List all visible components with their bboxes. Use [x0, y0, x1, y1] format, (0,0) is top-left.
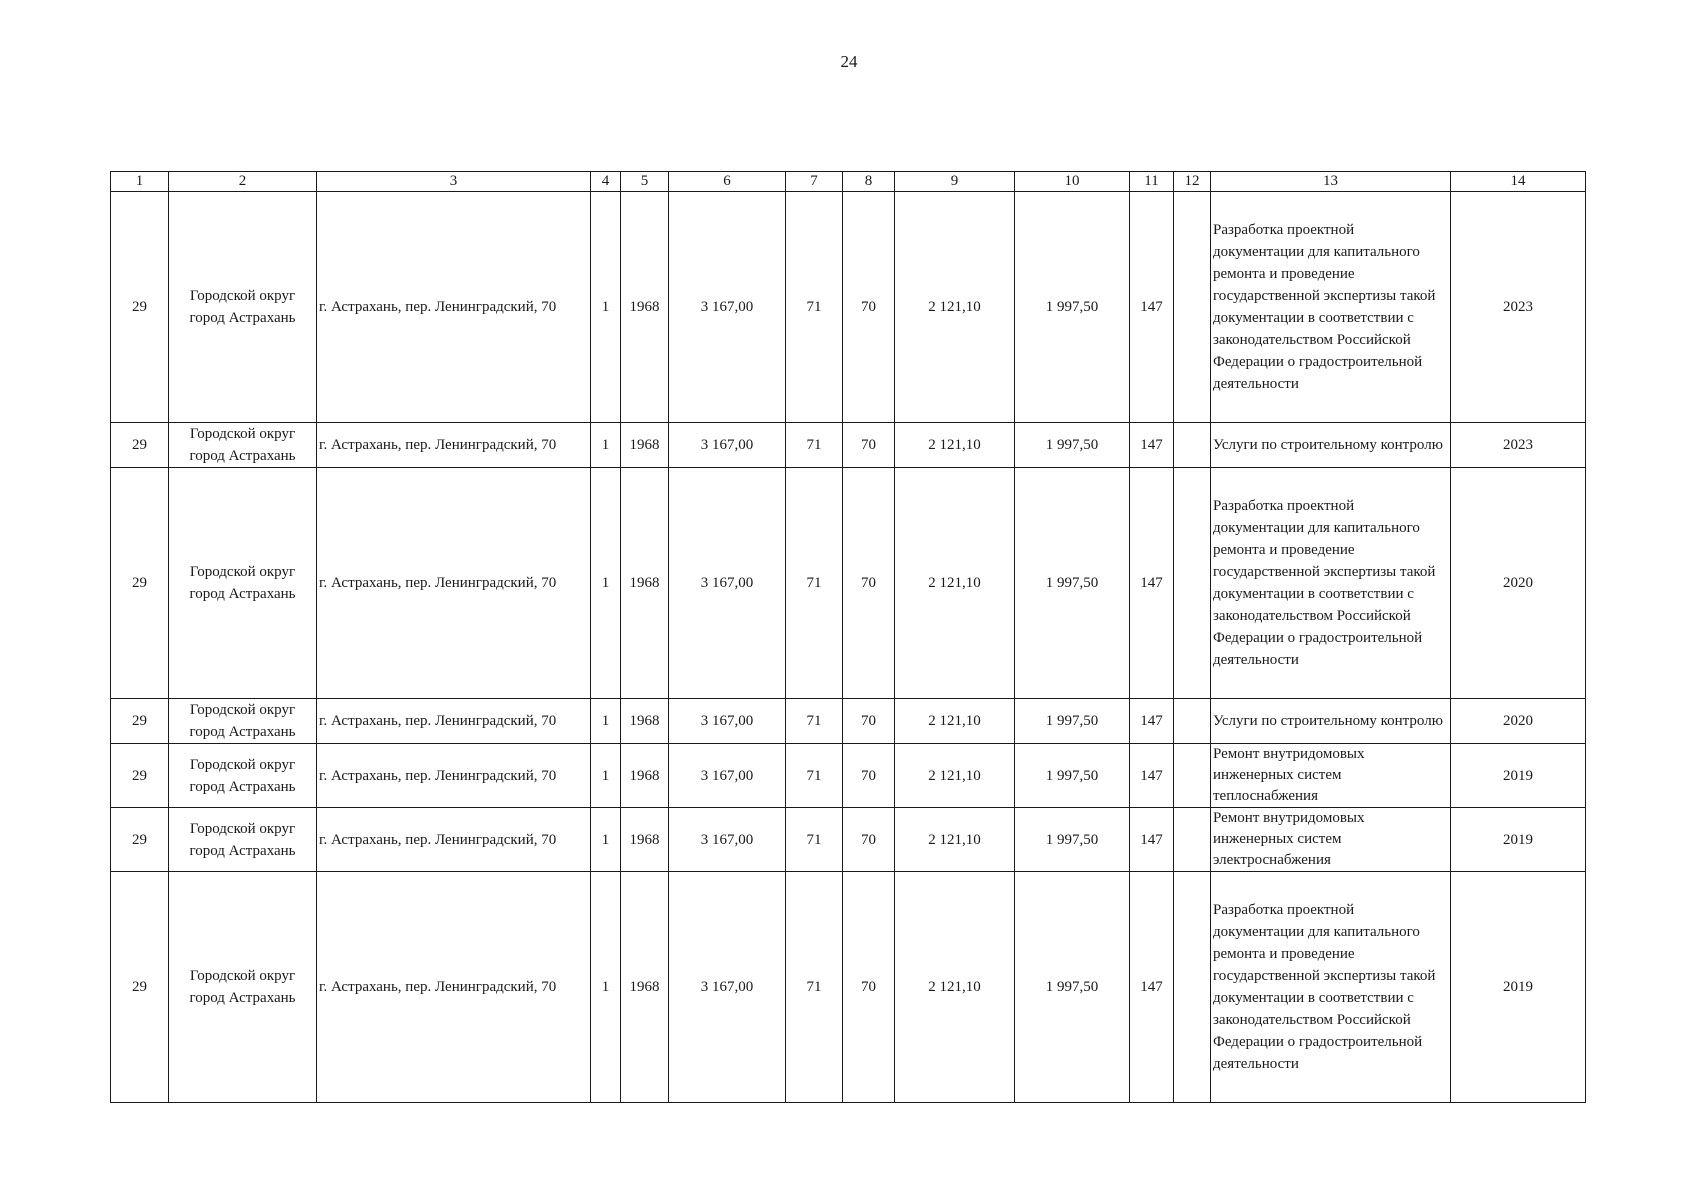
- col7-cell: 71: [786, 808, 843, 872]
- col12-cell: [1174, 808, 1211, 872]
- table-row: [111, 192, 1586, 423]
- col10-cell: 1 997,50: [1015, 699, 1130, 744]
- column-number-row: [111, 172, 1586, 192]
- plan-year-cell: 2019: [1451, 808, 1586, 872]
- col6-cell: 3 167,00: [669, 468, 786, 699]
- work-type-cell: Услуги по строительному контролю: [1211, 699, 1451, 744]
- col9-cell: 2 121,10: [895, 699, 1015, 744]
- col6-cell: 3 167,00: [669, 872, 786, 1103]
- row-number-cell: 29: [111, 699, 169, 744]
- col4-cell: 1: [591, 872, 621, 1103]
- work-type-cell: Разработка проектной документации для капитального ремонта и проведение государственной экспертизы такой документации в соответствии с законодательством Российской Федерации о градостроительной деятельности: [1211, 872, 1451, 1103]
- column-header: 2: [169, 172, 317, 192]
- col4-cell: 1: [591, 808, 621, 872]
- table-row: [111, 423, 1586, 468]
- year-built-cell: 1968: [621, 744, 669, 808]
- col8-cell: 70: [843, 808, 895, 872]
- col8-cell: 70: [843, 872, 895, 1103]
- table-row: [111, 744, 1586, 808]
- row-number-cell: 29: [111, 423, 169, 468]
- work-type-cell: Разработка проектной документации для капитального ремонта и проведение государственной экспертизы такой документации в соответствии с законодательством Российской Федерации о градостроительной деятельности: [1211, 468, 1451, 699]
- col8-cell: 70: [843, 744, 895, 808]
- address-cell: г. Астрахань, пер. Ленинградский, 70: [317, 192, 591, 423]
- municipality-cell: Городской округ город Астрахань: [169, 423, 317, 468]
- column-header: 8: [843, 172, 895, 192]
- col10-cell: 1 997,50: [1015, 468, 1130, 699]
- col12-cell: [1174, 468, 1211, 699]
- col4-cell: 1: [591, 744, 621, 808]
- col7-cell: 71: [786, 423, 843, 468]
- col7-cell: 71: [786, 468, 843, 699]
- municipality-cell: Городской округ город Астрахань: [169, 468, 317, 699]
- col12-cell: [1174, 744, 1211, 808]
- col11-cell: 147: [1130, 744, 1174, 808]
- col6-cell: 3 167,00: [669, 744, 786, 808]
- col11-cell: 147: [1130, 699, 1174, 744]
- row-number-cell: 29: [111, 744, 169, 808]
- column-header: 6: [669, 172, 786, 192]
- column-header: 14: [1451, 172, 1586, 192]
- repair-program-table: [110, 171, 1586, 1103]
- year-built-cell: 1968: [621, 468, 669, 699]
- row-number-cell: 29: [111, 192, 169, 423]
- municipality-cell: Городской округ город Астрахань: [169, 744, 317, 808]
- year-built-cell: 1968: [621, 872, 669, 1103]
- col6-cell: 3 167,00: [669, 423, 786, 468]
- col4-cell: 1: [591, 192, 621, 423]
- col8-cell: 70: [843, 699, 895, 744]
- col11-cell: 147: [1130, 872, 1174, 1103]
- col6-cell: 3 167,00: [669, 808, 786, 872]
- work-type-cell: Ремонт внутридомовых инженерных систем электроснабжения: [1211, 808, 1451, 872]
- col11-cell: 147: [1130, 808, 1174, 872]
- plan-year-cell: 2023: [1451, 192, 1586, 423]
- year-built-cell: 1968: [621, 808, 669, 872]
- col10-cell: 1 997,50: [1015, 808, 1130, 872]
- year-built-cell: 1968: [621, 423, 669, 468]
- municipality-cell: Городской округ город Астрахань: [169, 872, 317, 1103]
- col4-cell: 1: [591, 699, 621, 744]
- plan-year-cell: 2020: [1451, 699, 1586, 744]
- work-type-cell: Разработка проектной документации для капитального ремонта и проведение государственной экспертизы такой документации в соответствии с законодательством Российской Федерации о градостроительной деятельности: [1211, 192, 1451, 423]
- page-number: 24: [840, 52, 858, 71]
- column-header: 12: [1174, 172, 1211, 192]
- col10-cell: 1 997,50: [1015, 744, 1130, 808]
- table-row: [111, 699, 1586, 744]
- municipality-cell: Городской округ город Астрахань: [169, 699, 317, 744]
- column-header: 4: [591, 172, 621, 192]
- col9-cell: 2 121,10: [895, 468, 1015, 699]
- plan-year-cell: 2020: [1451, 468, 1586, 699]
- col6-cell: 3 167,00: [669, 699, 786, 744]
- row-number-cell: 29: [111, 808, 169, 872]
- col4-cell: 1: [591, 423, 621, 468]
- address-cell: г. Астрахань, пер. Ленинградский, 70: [317, 468, 591, 699]
- table-row: [111, 872, 1586, 1103]
- col7-cell: 71: [786, 192, 843, 423]
- row-number-cell: 29: [111, 468, 169, 699]
- plan-year-cell: 2023: [1451, 423, 1586, 468]
- municipality-cell: Городской округ город Астрахань: [169, 808, 317, 872]
- col4-cell: 1: [591, 468, 621, 699]
- address-cell: г. Астрахань, пер. Ленинградский, 70: [317, 808, 591, 872]
- col9-cell: 2 121,10: [895, 423, 1015, 468]
- column-header: 13: [1211, 172, 1451, 192]
- column-header: 1: [111, 172, 169, 192]
- column-header: 11: [1130, 172, 1174, 192]
- work-type-cell: Ремонт внутридомовых инженерных систем теплоснабжения: [1211, 744, 1451, 808]
- address-cell: г. Астрахань, пер. Ленинградский, 70: [317, 872, 591, 1103]
- column-header: 10: [1015, 172, 1130, 192]
- col9-cell: 2 121,10: [895, 808, 1015, 872]
- col6-cell: 3 167,00: [669, 192, 786, 423]
- col9-cell: 2 121,10: [895, 872, 1015, 1103]
- col12-cell: [1174, 192, 1211, 423]
- col10-cell: 1 997,50: [1015, 872, 1130, 1103]
- col12-cell: [1174, 872, 1211, 1103]
- col9-cell: 2 121,10: [895, 192, 1015, 423]
- column-header: 9: [895, 172, 1015, 192]
- address-cell: г. Астрахань, пер. Ленинградский, 70: [317, 699, 591, 744]
- column-header: 5: [621, 172, 669, 192]
- col7-cell: 71: [786, 699, 843, 744]
- col8-cell: 70: [843, 468, 895, 699]
- col12-cell: [1174, 699, 1211, 744]
- plan-year-cell: 2019: [1451, 872, 1586, 1103]
- plan-year-cell: 2019: [1451, 744, 1586, 808]
- col11-cell: 147: [1130, 192, 1174, 423]
- col10-cell: 1 997,50: [1015, 423, 1130, 468]
- col9-cell: 2 121,10: [895, 744, 1015, 808]
- address-cell: г. Астрахань, пер. Ленинградский, 70: [317, 423, 591, 468]
- year-built-cell: 1968: [621, 699, 669, 744]
- table-row: [111, 468, 1586, 699]
- work-type-cell: Услуги по строительному контролю: [1211, 423, 1451, 468]
- col12-cell: [1174, 423, 1211, 468]
- row-number-cell: 29: [111, 872, 169, 1103]
- col7-cell: 71: [786, 744, 843, 808]
- year-built-cell: 1968: [621, 192, 669, 423]
- col11-cell: 147: [1130, 468, 1174, 699]
- table-row: [111, 808, 1586, 872]
- municipality-cell: Городской округ город Астрахань: [169, 192, 317, 423]
- column-header: 3: [317, 172, 591, 192]
- address-cell: г. Астрахань, пер. Ленинградский, 70: [317, 744, 591, 808]
- col11-cell: 147: [1130, 423, 1174, 468]
- col7-cell: 71: [786, 872, 843, 1103]
- column-header: 7: [786, 172, 843, 192]
- col10-cell: 1 997,50: [1015, 192, 1130, 423]
- col8-cell: 70: [843, 423, 895, 468]
- col8-cell: 70: [843, 192, 895, 423]
